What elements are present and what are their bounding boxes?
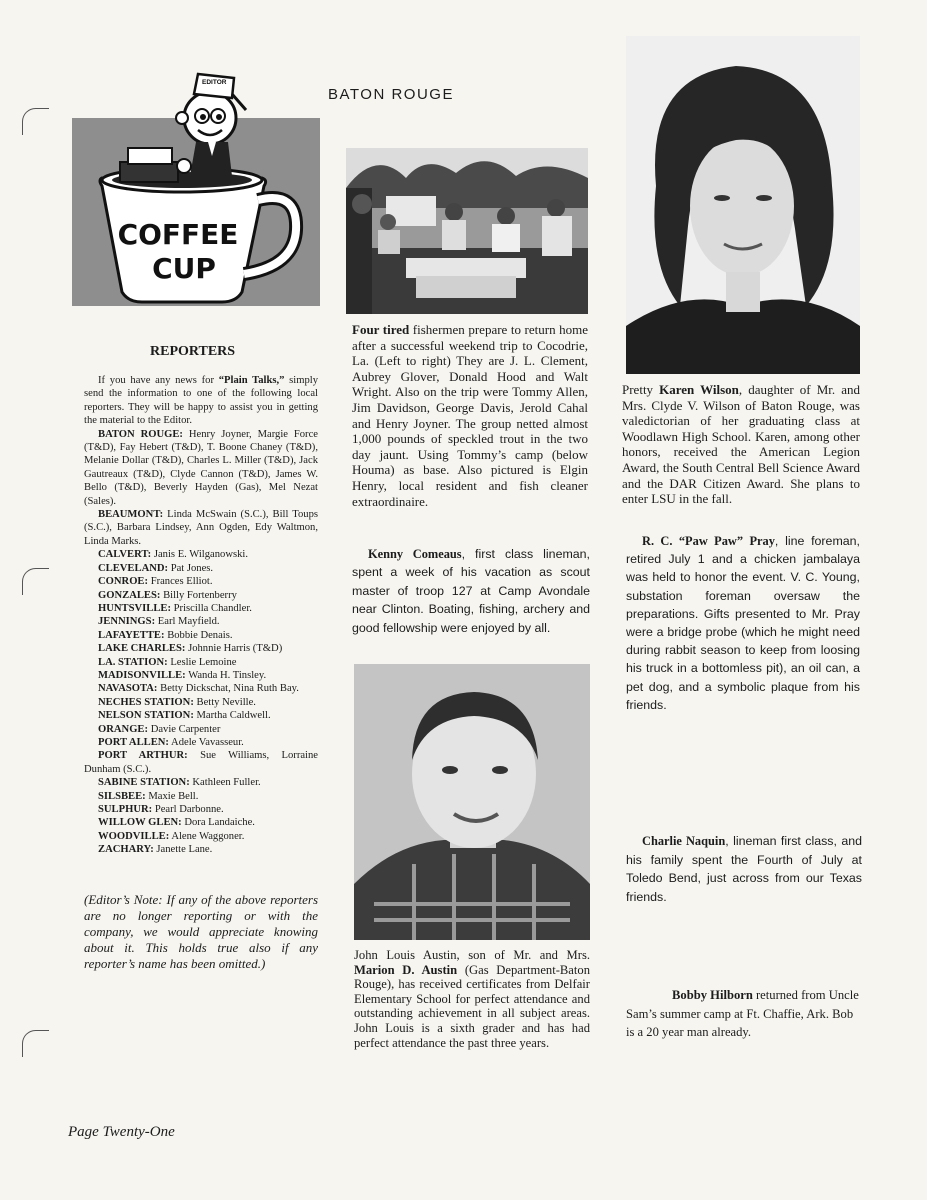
pray-retirement-item: R. C. “Paw Paw” Pray, line foreman, retired July 1 and a chicken jambalaya was held to honor the event. V. C. Young, substation foreman oversaw the preparations. Gifts presented to Mr. Pray were a bridge probe (which he might need during rabbit season to keep from loosing his truck in a bottomless pit), an oil can, a pet dog, and a symbolic plaque from his friends.: [626, 534, 860, 712]
reporter-entry: [84, 843, 318, 856]
reporter-city: NELSON STATION:: [98, 710, 194, 722]
reporter-city: CONROE:: [98, 576, 149, 588]
reporter-entry: [84, 696, 318, 709]
reporter-city: NECHES STATION:: [98, 696, 194, 708]
reporter-city: SABINE STATION:: [98, 777, 190, 789]
reporter-entry: [84, 615, 318, 628]
reporter-city: SILSBEE:: [98, 790, 146, 802]
reporter-entry: [84, 656, 318, 669]
reporter-names: Dora Landaiche.: [184, 817, 255, 829]
reporters-list: [84, 374, 318, 857]
reporter-names: Pearl Darbonne.: [154, 804, 224, 815]
reporter-entry: [84, 830, 318, 843]
reporter-city: PORT ARTHUR:: [98, 750, 188, 762]
reporter-names: Kathleen Fuller.: [192, 777, 261, 789]
reporter-names: Davie Carpenter: [150, 723, 221, 735]
editors-note: (Editor’s Note: If any of the above reporters are no longer reporting or with the company, we would appreciate knowing about it. This holds true also if any reporter’s name has been omitted.): [84, 892, 318, 971]
logo-text-cup: CUP: [152, 252, 216, 285]
reporter-entry: [84, 589, 318, 602]
page-number: Page Twenty-One: [68, 1124, 175, 1140]
reporter-entry: [84, 790, 318, 803]
reporters-intro: If you have any news for “Plain Talks,” simply send the information to one of the following local reporters. They will be happy to assist you in getting the material to the Editor.: [84, 375, 319, 427]
reporter-city: SULPHUR:: [98, 804, 153, 815]
reporter-names: Betty Dickschat, Nina Ruth Bay.: [160, 683, 299, 695]
karen-wilson-photo: [626, 36, 860, 374]
reporter-city: BATON ROUGE:: [98, 428, 183, 440]
coffee-cup-logo: [72, 70, 320, 306]
reporter-city: LAKE CHARLES:: [98, 643, 186, 655]
reporter-entry: [84, 776, 318, 789]
reporter-city: JENNINGS:: [98, 616, 156, 628]
reporter-names: Henry Joyner, Margie Force (T&D), Fay Hebert (T&D), T. Boone Chaney (T&D), Melanie Dollar (T&D), Charles L. Miller (T&D), Jack Gautreaux (T&D), Clyde Cannon (T&D), James W. Bello (T&D), Beverly Hayden (Gas), Mel Nezat (Sales).: [84, 428, 318, 507]
reporter-city: LA. STATION:: [98, 656, 168, 668]
fishermen-photo: [346, 148, 588, 314]
woman-portrait-image: [626, 36, 860, 374]
logo-text-coffee: COFFEE: [117, 218, 239, 251]
reporter-city: CALVERT:: [98, 549, 152, 561]
reporter-city: GONZALES:: [98, 589, 161, 601]
reporter-entry: [84, 428, 318, 508]
reporter-entry: [84, 629, 318, 642]
reporter-city: PORT ALLEN:: [98, 736, 169, 748]
reporter-names: Billy Fortenberry: [163, 589, 237, 601]
reporter-city: LAFAYETTE:: [98, 629, 165, 641]
reporter-names: Adele Vavasseur.: [171, 736, 244, 748]
boy-portrait-image: [354, 664, 590, 940]
reporter-entry: [84, 669, 318, 682]
reporter-names: Johnnie Harris (T&D): [188, 643, 283, 655]
fishermen-photo-image: [346, 148, 588, 314]
reporter-city: ZACHARY:: [98, 844, 154, 856]
fishermen-caption: Four tired fishermen prepare to return home after a successful weekend trip to Cocodrie, La. (Left to right) They are J. L. Clement, Aubrey Glover, Donald Hood and Walt Wright. Also on the trip were Tommy Allen, Jim Davidson, George Davis, Jerold Cahal and Henry Joyner. The group netted almost 1,000 pounds of speckled trout in the two day jaunt. Using Tommy’s camp (below Houma) as base. Also pictured is Elgin Henry, local resident and fish cleaner extraordinaire.: [352, 322, 589, 509]
hat-label: EDITOR: [202, 79, 227, 86]
charlie-naquin-item: Charlie Naquin, lineman first class, and his family spent the Fourth of July at Toledo Bend, just across from our Texas friends.: [626, 834, 862, 904]
reporter-city: WILLOW GLEN:: [98, 817, 182, 829]
reporter-city: WOODVILLE:: [98, 830, 170, 842]
reporter-entry: [84, 575, 318, 588]
reporter-entry: [84, 548, 318, 561]
reporter-city: MADISONVILLE:: [98, 669, 186, 681]
reporter-names: Janis E. Wilganowski.: [153, 549, 248, 561]
reporter-entry: [84, 562, 318, 575]
reporter-names: Janette Lane.: [156, 844, 213, 856]
john-austin-caption: John Louis Austin, son of Mr. and Mrs. Marion D. Austin (Gas Department-Baton Rouge), has received certificates from Delfair Elementary School for perfect attendance and outstanding achievement in all subject areas. John Louis is a sixth grader and has had perfect attendance the past three years.: [354, 948, 590, 1050]
karen-wilson-caption: Pretty Karen Wilson, daughter of Mr. and Mrs. Clyde V. Wilson of Baton Rouge, was valedictorian of her graduating class at Woodlawn High School. Karen, among other honors, received the American Legion Award, the South Central Bell Science Award and the DAR Citizen Award. She plans to enter LSU in the fall.: [622, 382, 860, 507]
reporter-names: Alene Waggoner.: [171, 830, 245, 842]
binder-hole-middle: [22, 568, 49, 595]
reporter-entry: [84, 803, 318, 816]
reporter-names: Linda McSwain (S.C.), Bill Toups (S.C.), Barbara Lindsey, Ann Ogden, Edy Waltmon, Linda Marks.: [84, 509, 318, 547]
reporter-entry: [84, 736, 318, 749]
reporters-heading: REPORTERS: [150, 344, 236, 359]
reporter-names: Maxie Bell.: [148, 790, 199, 802]
reporter-city: ORANGE:: [98, 723, 149, 735]
reporter-names: Earl Mayfield.: [157, 616, 220, 628]
section-title: BATON ROUGE: [328, 86, 454, 103]
reporter-names: Wanda H. Tinsley.: [188, 669, 267, 681]
reporter-names: Priscilla Chandler.: [173, 602, 252, 614]
reporter-entry: [84, 723, 318, 736]
reporter-names: Sue Williams, Lorraine Dunham (S.C.).: [84, 750, 318, 775]
reporter-city: CLEVELAND:: [98, 562, 169, 574]
reporter-names: Leslie Lemoine: [170, 656, 237, 668]
reporter-names: Martha Caldwell.: [196, 710, 271, 722]
reporter-city: BEAUMONT:: [98, 509, 164, 521]
reporter-entry: [84, 682, 318, 695]
reporter-names: Betty Neville.: [196, 696, 256, 708]
reporters-entries: [84, 428, 318, 857]
reporter-names: Frances Elliot.: [150, 576, 213, 588]
binder-hole-bottom: [22, 1030, 49, 1057]
reporter-entry: [84, 508, 318, 548]
reporter-entry: [84, 749, 318, 776]
reporter-entry: [84, 602, 318, 615]
reporter-entry: [84, 709, 318, 722]
reporter-names: Pat Jones.: [170, 562, 214, 574]
kenny-comeaus-item: Kenny Comeaus, first class lineman, spent a week of his vacation as scout master of troop 127 at Camp Avondale near Clinton. Boating, fishing, archery and good fellowship were enjoyed by all.: [352, 547, 591, 635]
reporter-names: Bobbie Denais.: [167, 629, 233, 641]
reporter-entry: [84, 816, 318, 829]
reporter-city: HUNTSVILLE:: [98, 602, 171, 614]
reporter-entry: [84, 642, 318, 655]
coffee-cup-editor-icon: [72, 70, 320, 306]
binder-hole-top: [22, 108, 49, 135]
reporter-city: NAVASOTA:: [98, 683, 158, 695]
bobby-hilborn-item: Bobby Hilborn returned from Uncle Sam’s summer camp at Ft. Chaffie, Ark. Bob is a 20 year man already.: [626, 988, 859, 1040]
john-austin-photo: [354, 664, 590, 940]
